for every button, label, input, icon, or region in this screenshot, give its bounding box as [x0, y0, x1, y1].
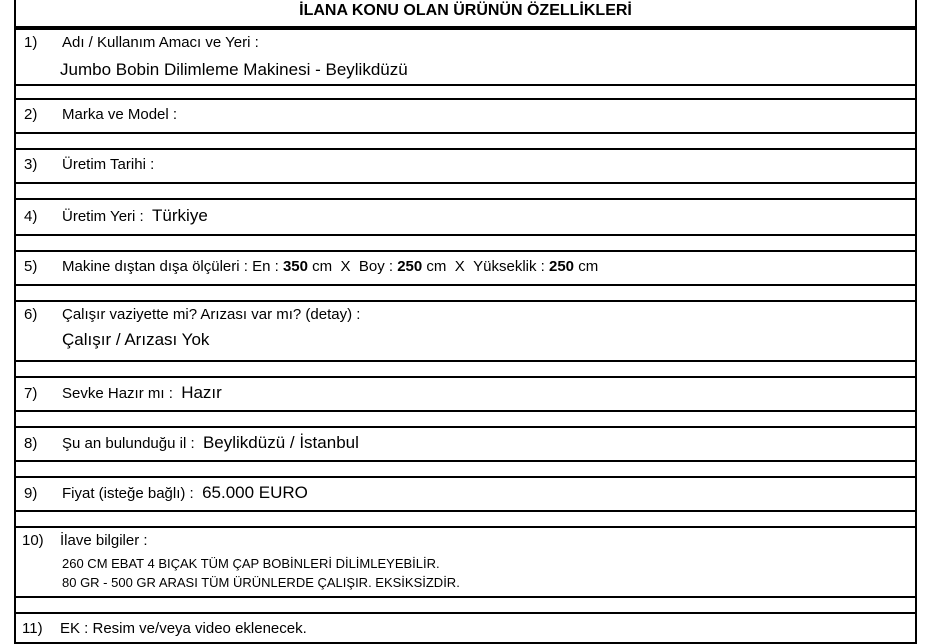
item-number: 1) [24, 34, 38, 51]
extra-info-line-1: 260 CM EBAT 4 BIÇAK TÜM ÇAP BOBİNLERİ DİLİMLEYEBİLİR. [62, 556, 440, 571]
item-11 [14, 612, 917, 644]
item-number: 3) [24, 156, 38, 173]
extra-info-line-2: 80 GR - 500 GR ARASI TÜM ÜRÜNLERDE ÇALIŞIR. EKSİKSİZDİR. [62, 575, 460, 590]
item-label: Adı / Kullanım Amacı ve Yeri : [62, 34, 259, 51]
item-answer: Jumbo Bobin Dilimleme Makinesi - Beylikdüzü [60, 60, 408, 79]
item-answer: Çalışır / Arızası Yok [62, 330, 210, 349]
item-number: 2) [24, 106, 38, 123]
item-label: İlave bilgiler : [60, 532, 148, 549]
item-label: Makine dıştan dışa ölçüleri : En : [62, 258, 279, 275]
width-unit: cm [312, 258, 333, 275]
item-6 [14, 300, 917, 362]
item-number: 11) [22, 620, 43, 637]
item-number: 7) [24, 385, 38, 402]
item-8 [14, 426, 917, 462]
item-2 [14, 98, 917, 134]
item-label: Sevke Hazır mı : [62, 385, 173, 402]
height-value: 250 [549, 258, 575, 275]
item-9 [14, 476, 917, 512]
item-label: Marka ve Model : [62, 106, 178, 123]
item-answer: Hazır [181, 383, 222, 402]
item-answer: 65.000 EURO [202, 483, 308, 502]
item-label: Üretim Yeri : [62, 208, 144, 225]
item-label: Çalışır vaziyette mi? Arızası var mı? (detay) : [62, 306, 361, 323]
item-number: 8) [24, 435, 38, 452]
item-label: EK : Resim ve/veya video eklenecek. [60, 620, 307, 637]
width-value: 350 [282, 258, 308, 275]
item-3 [14, 148, 917, 184]
length-value: 250 [397, 258, 423, 275]
item-label: Fiyat (isteğe bağlı) : [62, 485, 194, 502]
item-number: 5) [24, 258, 38, 275]
item-number: 9) [24, 485, 38, 502]
item-1 [14, 28, 917, 86]
times-sign: X [454, 258, 465, 275]
item-5 [14, 250, 917, 286]
item-label: Şu an bulunduğu il : [62, 435, 195, 452]
height-label: Yükseklik : [473, 258, 545, 275]
item-number: 10) [22, 532, 44, 549]
item-7 [14, 376, 917, 412]
times-sign: X [340, 258, 351, 275]
length-label: Boy : [358, 258, 394, 275]
form-title [14, 0, 917, 28]
item-number: 4) [24, 208, 38, 225]
item-10 [14, 526, 917, 598]
item-label: Üretim Tarihi : [62, 156, 155, 173]
item-4 [14, 198, 917, 236]
item-answer: Türkiye [152, 206, 208, 225]
height-unit: cm [578, 258, 599, 275]
item-number: 6) [24, 306, 38, 323]
item-answer: Beylikdüzü / İstanbul [202, 433, 359, 452]
length-unit: cm [426, 258, 447, 275]
form-title-text: İLANA KONU OLAN ÜRÜNÜN ÖZELLİKLERİ [299, 2, 632, 19]
